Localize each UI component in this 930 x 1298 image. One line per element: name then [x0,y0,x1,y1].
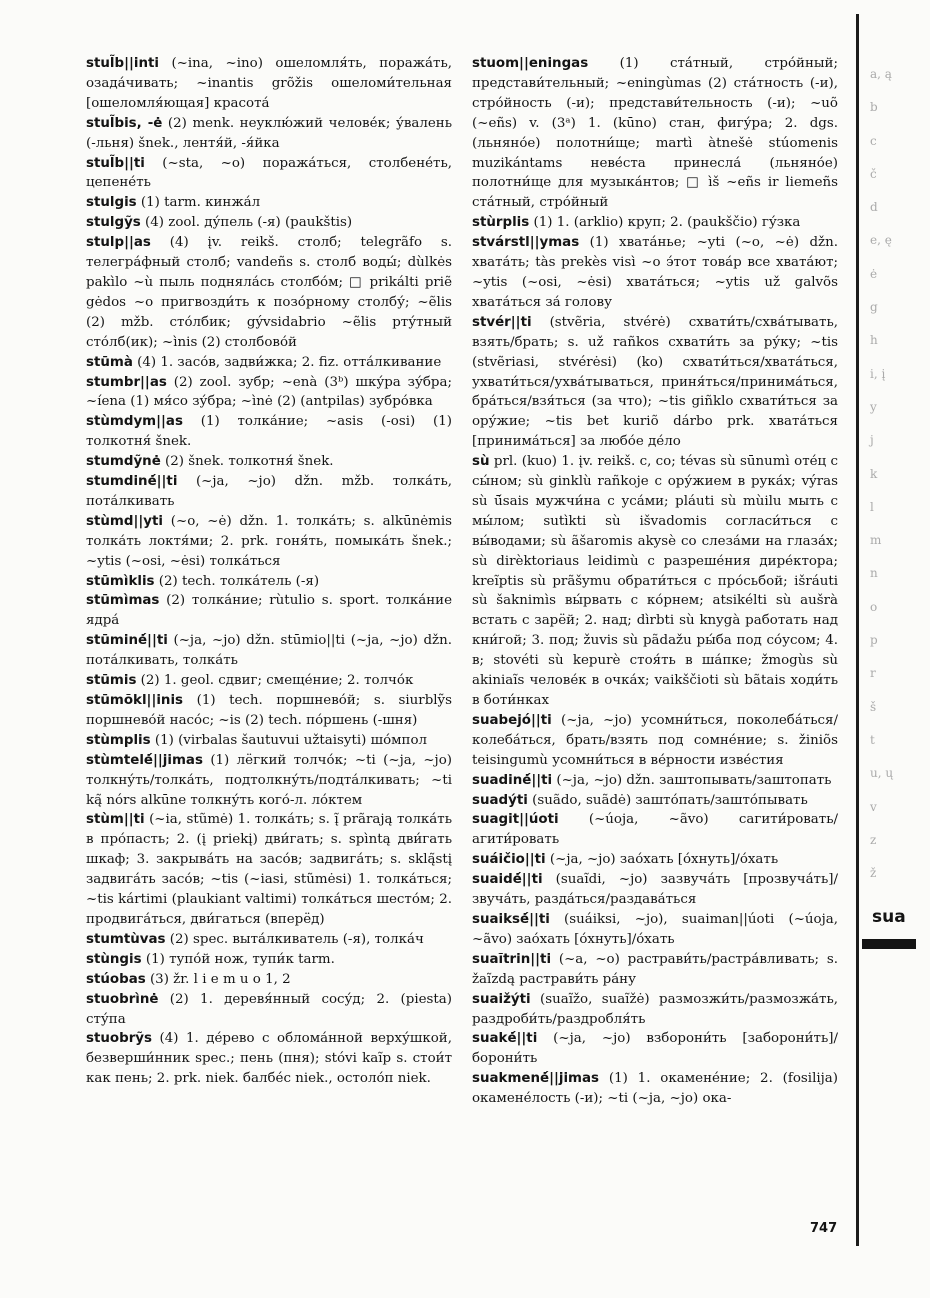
entry-definition: (4) 1. де́рево с облома́нной верху́шкой, безверши́нник spec.; пень (пня); stóvi kaĩp s. стои́т как пень; 2. prk. niek. балбе́с niek., остоло́п niek. [86,1031,452,1087]
dictionary-entry [472,950,838,990]
thumb-index-letter: u, ų [870,766,894,781]
entry-headword: stumtùvas [86,931,166,947]
thumb-index-letter: m [870,533,882,548]
entry-headword: suáičio||ti [472,852,546,868]
entry-headword: stùmtelė́||jimas [86,752,203,768]
dictionary-entry [86,691,452,731]
thumb-index-letter: j [870,433,874,448]
entry-definition: (1) tech. поршнево́й; s. siurblỹs поршнево́й насо́с; ~is (2) tech. по́ршень (-шня) [86,693,452,728]
entry-definition: (stvẽria, stvérė) схвати́ть/схва́тывать, взять/брать; s. už rañkos схвати́ть за ру́ку; ~tis (stvẽriasi, stvérėsi) (ko) схвати́ться/хвата́ться, ухвати́ться/ухва́тываться, приня́ться/принима́ться, бра́ться/взя́ться (за что); ~tis giñklo схвати́ться за ору́жие; ~tis bet kuriõ dárbo prk. хвата́ться [принима́ться] за любо́е де́ло [472,314,838,450]
entry-definition: prl. (kuo) 1. įv. reikš. с, со; tévas sù sūnumì оте́ц с сы́ном; sù ginklù rañkoje с ору́жием в рука́х; výras sù ū́sais мужчи́на с уса́ми; pláuti sù mùilu мыть с мы́лом; sutìkti sù išvadomis согласи́ться с вы́водами; sù ãšaromis akysè со слеза́ми на глаза́х; sù dirèktoriaus leidimù с разреше́ния дире́ктора; kreĩptis sù prãšymu обрати́ться с про́сьбой; išráuti sù šaknimìs вы́рвать с ко́рнем; atsikélti sù aušrà встать с зарёй; 2. над; dìrbti sù knygà работать над кни́гой; 3. под; žuvis sù pãdažu ры́ба под со́усом; 4. в; stovéti sù kepurè стоя́ть в ша́пке; žmogùs sù akiniaĩs челове́к в очка́х; vaikščioti sù bãtais ходи́ть в боти́нках [472,454,838,708]
thumb-index-letter: e, ę [870,233,892,248]
entry-definition: (1) ста́тный, стро́йный; представи́тельный; ~eningùmas (2) ста́тность (-и), стро́йность (-и); представи́тельность (-и); ~uõ (~eñs) v. (3ᵃ) 1. (kūno) стан, фигу́ра; 2. dgs. (льняно́е) полотни́ще; martì àtnešė stúomenis muzikántams неве́ста принесла́ (льняно́е) полотни́ще для музыка́нтов; □ ìš ~eñs ir liemeñs ста́тный, стро́йный [472,56,838,211]
entry-definition: (~ja, ~jo) džn. заштопывать/заштопать [552,772,832,788]
dictionary-entry [86,950,452,970]
entry-definition: (1) 1. (arklio) круп; 2. (paukščio) гу́зка [529,215,801,231]
dictionary-entry [86,990,452,1030]
entry-headword: stuobrìnė [86,991,159,1007]
entry-headword: suaižýti [472,991,531,1007]
dictionary-entry [86,213,452,233]
dictionary-entry [472,213,838,233]
dictionary-entry [86,671,452,691]
entry-headword: sù [472,454,490,470]
entry-definition: (2) šnek. толкотня́ šnek. [160,454,334,470]
thumb-index-letter: t [870,732,875,747]
entry-headword: stùmdym||as [86,414,183,430]
thumb-index-letter: b [870,100,878,115]
dictionary-entry [86,114,452,154]
dictionary-entry [86,1029,452,1089]
entry-headword: stūmìmas [86,593,160,609]
entry-definition: (2) толка́ние; rùtulio s. sport. толка́ние ядра́ [86,593,452,629]
entry-headword: stuobrỹs [86,1031,152,1047]
current-section-tab [862,899,916,949]
entry-headword: stvárstl||ymas [472,235,580,251]
entry-headword: stūmà [86,354,133,370]
dictionary-column-right [472,54,838,1109]
entry-headword: stuom||eningas [472,56,589,71]
entry-definition: (~ia, stũmė) 1. толка́ть; s. į̃ prãrają толка́ть в про́пасть; 2. (į priekį) дви́гать; s. spìntą дви́гать шкаф; 3. закрыва́ть на засо́в; задвига́ть; s. sklą̃stį задвига́ть засо́в; ~tis (~iasi, stũmėsi) 1. толка́ться; ~tis kártimi (plaukiant valtimi) толка́ться шесто́м; 2. продвига́ться, дви́гаться (вперёд) [86,812,452,927]
dictionary-entry [86,810,452,929]
entry-definition: (~úoja, ~ãvo) сагити́ровать/агити́ровать [472,812,838,848]
thumb-index-letter: č [870,166,877,181]
dictionary-entry [86,631,452,671]
dictionary-entry [86,591,452,631]
entry-headword: stùmplis [86,732,151,748]
dictionary-entry [86,193,452,213]
dictionary-entry [472,1069,838,1109]
entry-definition: (4) įv. reikš. столб; telegrãfo s. телегра́фный столб; vandeñs s. столб воды́; dùlkės pakìlo ~ù пыль подняла́сь столбо́м; □ prikálti priẽ gėdos ~o пригвозди́ть к позо́рному столбу́; ~ẽlis (2) mžb. сто́лбик; gývsidabrio ~ẽlis рту́тный сто́лб(ик); ~ìnis (2) столбово́й [86,235,452,350]
dictionary-entry [86,452,452,472]
entry-headword: stūmõkl||inis [86,693,184,708]
thumb-index-letter: ž [870,866,877,881]
dictionary-entry [86,472,452,512]
dictionary-entry [86,970,452,990]
entry-headword: stùmd||yti [86,513,163,529]
thumb-index-letter: y [870,399,877,414]
entry-headword: suadýti [472,792,528,808]
thumb-index-letter: n [870,566,878,581]
dictionary-entry [472,850,838,870]
entry-definition: (1) хвата́нье; ~yti (~o, ~ė) džn. хвата́ть; tàs prekès visì ~o э́тот това́р все хвата́ют; ~ytis (~osi, ~ėsi) хвата́ться; ~ytis už galvõs хвата́ться за́ голову [472,235,838,310]
entry-headword: suakmenė́||jimas [472,1071,600,1087]
entry-definition: (2) 1. деревя́нный сосу́д; 2. (piesta) сту́па [86,991,452,1027]
dictionary-entry [86,154,452,194]
entry-definition: (~o, ~ė) džn. 1. толка́ть; s. alkūnėmis толка́ть локтя́ми; 2. prk. гоня́ть, помыка́ть šnek.; ~ytis (~osi, ~ėsi) толка́ться [86,513,452,569]
entry-definition: (2) spec. выта́лкиватель (-я), толка́ч [165,931,424,947]
dictionary-entry [86,512,452,572]
entry-headword: stul̃bis, -ė [86,115,163,131]
dictionary-entry [86,412,452,452]
entry-headword: suaĩtrin||ti [472,951,552,967]
entry-headword: stūminė́||ti [86,633,168,649]
entry-definition: (~ja, ~jo) džn. stūmio||ti (~ja, ~jo) džn. пота́лкивать, толка́ть [86,633,452,669]
thumb-index-letter: k [870,466,878,481]
entry-headword: suakė́||ti [472,1031,538,1047]
entry-headword: stùngis [86,951,142,967]
thumb-index-letter: v [870,799,877,814]
entry-definition: (1) 1. окамене́ние; 2. (fosilija) окамене́лость (-и); ~ti (~ja, ~jo) ока- [472,1071,838,1107]
entry-headword: suaiksė́||ti [472,911,550,927]
dictionary-entry [472,870,838,910]
page-number: 747 [810,1221,838,1236]
dictionary-entry [86,731,452,751]
entry-headword: stùrplis [472,215,530,231]
entry-headword: suabejó||ti [472,712,552,728]
dictionary-entry [472,452,838,711]
thumb-index [864,58,924,890]
thumb-index-divider [856,14,859,1246]
entry-headword: suagit||úoti [472,812,559,828]
entry-headword: stul̃b||inti [86,56,159,71]
entry-definition: (suãdo, suãdė) зашто́пать/зашто́пывать [527,792,808,808]
thumb-index-letter: š [870,699,877,714]
thumb-index-letter: o [870,599,878,614]
entry-headword: stūmìklis [86,573,155,589]
entry-definition: (~sta, ~o) поража́ться, столбене́ть, цепене́ть [86,155,452,191]
entry-definition: (~ja, ~jo) взборони́ть [заборони́ть]/борони́ть [472,1031,838,1067]
entry-definition: (4) zool. ду́пель (-я) (paukštis) [140,215,353,231]
entry-headword: stumdỹnė [86,454,161,470]
entry-headword: stul̃b||ti [86,155,145,171]
thumb-index-letter: g [870,300,878,315]
thumb-index-letter: z [870,832,877,847]
thumb-index-letter: c [870,133,877,148]
entry-definition: (2) tech. толка́тель (-я) [154,573,320,589]
entry-definition: (~ja, ~jo) усомни́ться, поколеба́ться/колеба́ться, брать/взять под сомне́ние; s. žiniõs teisingumù усомни́ться в ве́рности изве́стия [472,712,838,768]
current-section-label: sua [872,907,906,927]
thumb-index-letter: r [870,666,876,681]
dictionary-entry [472,1029,838,1069]
entry-definition: (1) толка́ние; ~asis (-osi) (1) толкотня́ šnek. [86,414,452,450]
entry-definition: (4) 1. засо́в, задви́жка; 2. fiz. отта́лкивание [132,354,442,370]
dictionary-entry [472,810,838,850]
entry-headword: stulp||as [86,235,151,251]
entry-definition: (3) žr. l i e m u o 1, 2 [145,971,291,987]
entry-headword: stulgis [86,195,137,211]
entry-definition: (1) (virbalas šautuvui užtaisyti) шо́мпол [150,732,428,748]
entry-definition: (1) лёгкий толчо́к; ~ti (~ja, ~jo) толкну́ть/толка́ть, подтолкну́ть/подта́лкивать; ~ti ką̃ nórs alkūne толкну́ть кого́-л. ло́ктем [86,752,452,808]
dictionary-entry [472,313,838,452]
dictionary-column-left [86,54,452,1089]
entry-headword: stumbr||as [86,374,167,390]
dictionary-entry [86,353,452,373]
dictionary-entry [86,572,452,592]
dictionary-entry [472,54,838,213]
thumb-index-letter: l [870,499,874,514]
dictionary-entry [472,771,838,791]
thumb-index-letter: a, ą [870,67,892,81]
entry-definition: (~ja, ~jo) зао́хать [о́хнуть]/о́хать [545,852,779,868]
dictionary-entry [86,54,452,114]
dictionary-entry [472,711,838,771]
dictionary-entry [472,990,838,1030]
dictionary-entry [86,373,452,413]
entry-headword: suaidė́||ti [472,872,543,888]
thumb-index-letter: h [870,333,878,348]
dictionary-entry [472,791,838,811]
entry-definition: (suáiksi, ~jo), suaiman||úoti (~úoja, ~ãvo) зао́хать [о́хнуть]/о́хать [472,911,838,947]
entry-headword: stūmis [86,673,137,689]
entry-headword: stumdinė́||ti [86,474,178,490]
entry-definition: (~ja, ~jo) džn. mžb. толка́ть, пота́лкивать [86,474,452,509]
dictionary-entry [472,910,838,950]
entry-headword: stulgỹs [86,215,141,231]
thumb-index-letter: i, į [870,366,886,381]
thumb-index-letter: d [870,200,878,215]
entry-headword: stvér||ti [472,314,532,330]
entry-definition: (2) menk. неуклю́жий челове́к; у́валень (-льня) šnek., лентя́й, -я́йка [86,115,452,151]
entry-definition: (suaĩžo, suaĩžė) размозжи́ть/размозжа́ть, раздроби́ть/раздробля́ть [472,991,838,1027]
entry-headword: stúobas [86,971,146,987]
dictionary-entry [86,751,452,811]
entry-headword: stùm||ti [86,812,145,828]
entry-definition: (~a, ~o) раcтрави́ть/растра́вливать; s. žaĩzdą растрави́ть ра́ну [472,951,838,987]
entry-definition: (2) zool. зубр; ~enà (3ᵇ) шку́ра зу́бра; ~íena (1) мя́со зу́бра; ~ìnė (2) (antpilas) зубро́вка [86,374,452,410]
entry-definition: (~ina, ~ino) ошеломля́ть, поража́ть, озада́чивать; ~inantis grõžis ошеломи́тельная [ошеломля́ющая] красота́ [86,56,452,111]
thumb-index-letter: p [870,633,878,648]
thumb-index-letter: ė [870,266,878,281]
entry-definition: (suaĩdi, ~jo) зазвуча́ть [прозвуча́ть]/звуча́ть, разда́ться/раздава́ться [472,872,838,908]
dictionary-entry [86,233,452,352]
dictionary-entry [86,930,452,950]
entry-definition: (2) 1. geol. сдвиг; смеще́ние; 2. толчо́к [136,673,414,689]
dictionary-entry [472,233,838,313]
entry-headword: suadinė́||ti [472,772,553,788]
entry-definition: (1) tarm. кинжа́л [136,195,261,211]
entry-definition: (1) тупо́й нож, тупи́к tarm. [141,951,335,967]
